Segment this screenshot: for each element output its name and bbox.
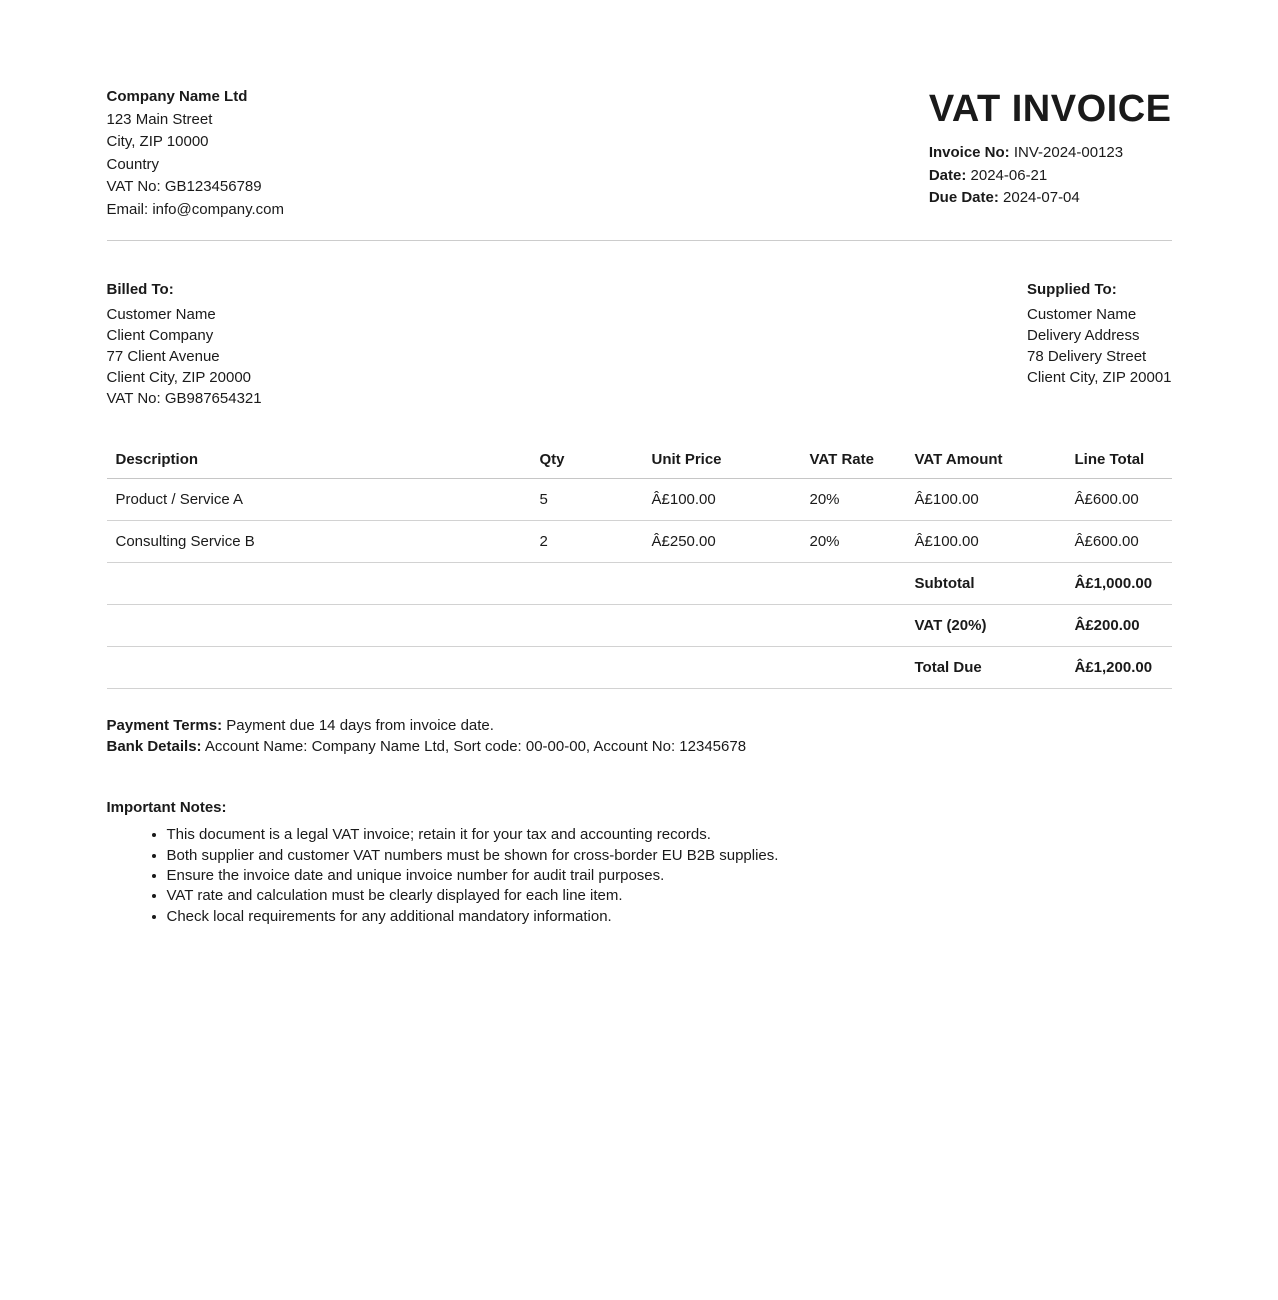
document-header (107, 86, 1172, 221)
supplied-to-heading: Supplied To: (1026, 281, 1117, 298)
billed-to-heading: Billed To: (106, 281, 174, 298)
total-due-value: Â£1,200.00 (1066, 647, 1172, 689)
cell-unit-price: Â£250.00 (643, 521, 801, 563)
note-item: • VAT rate and calculation must be clearly displayed for each line item. (167, 886, 1172, 906)
table-row (107, 479, 1172, 521)
supplied-to-line: Client City, ZIP 20001 (1026, 369, 1172, 386)
invoice-title: VAT INVOICE (928, 88, 1172, 130)
notes-list (107, 825, 1172, 927)
total-due-label: Total Due (906, 647, 1066, 689)
payment-terms-label: Payment Terms: (106, 717, 223, 734)
col-header-vat-rate: VAT Rate (801, 440, 906, 479)
note-item: • This document is a legal VAT invoice; retain it for your tax and accounting records. (167, 825, 1172, 845)
invoice-meta (929, 142, 1172, 210)
company-vat-number: VAT No: GB123456789 (106, 178, 262, 195)
company-address-line: City, ZIP 10000 (106, 133, 209, 150)
subtotal-row (107, 563, 1172, 605)
subtotal-label: Subtotal (906, 563, 1066, 605)
invoice-date-value: 2024-06-21 (970, 166, 1048, 184)
billed-to-line: 77 Client Avenue (106, 348, 220, 365)
vat-value: Â£200.00 (1066, 605, 1172, 647)
cell-line-total: Â£600.00 (1066, 479, 1172, 521)
cell-description: Product / Service A (107, 479, 531, 521)
cell-unit-price: Â£100.00 (643, 479, 801, 521)
col-header-qty: Qty (531, 440, 643, 479)
invoice-number-line (929, 142, 1172, 165)
supplied-to-line: 78 Delivery Street (1026, 348, 1147, 365)
parties-row (107, 279, 1172, 409)
col-header-vat-amount: VAT Amount (906, 440, 1066, 479)
note-item: • Check local requirements for any additional mandatory information. (167, 907, 1172, 927)
cell-description: Consulting Service B (107, 521, 531, 563)
payment-terms-line (107, 716, 1172, 737)
cell-qty: 2 (531, 521, 643, 563)
cell-line-total: Â£600.00 (1066, 521, 1172, 563)
bank-details-line (107, 737, 1172, 758)
payment-block (107, 716, 1172, 757)
notes-heading: Important Notes: (106, 799, 227, 817)
cell-qty: 5 (531, 479, 643, 521)
invoice-number-value: INV-2024-00123 (1013, 144, 1124, 161)
billed-to-line: Client City, ZIP 20000 (106, 369, 252, 386)
empty-cell (107, 563, 906, 605)
line-items-table (107, 440, 1172, 689)
cell-vat-rate: 20% (801, 521, 906, 563)
cell-vat-amount: Â£100.00 (906, 521, 1066, 563)
cell-vat-amount: Â£100.00 (906, 479, 1066, 521)
company-address-line: 123 Main Street (106, 110, 213, 128)
col-header-unit-price: Unit Price (643, 440, 801, 479)
cell-vat-rate: 20% (801, 479, 906, 521)
invoice-due-date-line (929, 187, 1172, 210)
company-name: Company Name Ltd (106, 88, 248, 105)
invoice-number-label: Invoice No: (928, 144, 1010, 161)
empty-cell (107, 647, 906, 689)
invoice-due-date-label: Due Date: (928, 189, 999, 206)
empty-cell (107, 605, 906, 647)
invoice-document (107, 0, 1172, 987)
supplied-to-line: Delivery Address (1026, 327, 1140, 344)
subtotal-value: Â£1,000.00 (1066, 563, 1172, 605)
total-due-row (107, 647, 1172, 689)
bank-details-label: Bank Details: (106, 737, 202, 755)
invoice-date-line (929, 165, 1172, 188)
table-row (107, 521, 1172, 563)
billed-to-block (107, 279, 262, 409)
vat-label: VAT (20%) (906, 605, 1066, 647)
supplied-to-line: Customer Name (1026, 306, 1137, 323)
invoice-date-label: Date: (928, 166, 967, 184)
company-address-line: Country (106, 155, 160, 173)
vat-row (107, 605, 1172, 647)
bank-details-value: Account Name: Company Name Ltd, Sort code: 00-00-00, Account No: 12345678 (204, 737, 747, 755)
note-item: • Ensure the invoice date and unique invoice number for audit trail purposes. (167, 866, 1172, 886)
col-header-line-total: Line Total (1066, 440, 1172, 479)
invoice-due-date-value: 2024-07-04 (1003, 189, 1080, 206)
billed-to-vat-number: VAT No: GB987654321 (106, 390, 262, 407)
supplied-to-block (1027, 279, 1172, 409)
company-block (107, 86, 285, 221)
payment-terms-value: Payment due 14 days from invoice date. (226, 717, 494, 734)
header-divider (107, 240, 1172, 241)
company-email: Email: info@company.com (106, 200, 285, 218)
billed-to-line: Customer Name (106, 306, 216, 323)
col-header-description: Description (107, 440, 531, 479)
table-header-row (107, 440, 1172, 479)
billed-to-line: Client Company (106, 327, 214, 344)
note-item: • Both supplier and customer VAT numbers must be shown for cross-border EU B2B supplies. (167, 846, 1172, 866)
invoice-header-block (929, 88, 1172, 210)
